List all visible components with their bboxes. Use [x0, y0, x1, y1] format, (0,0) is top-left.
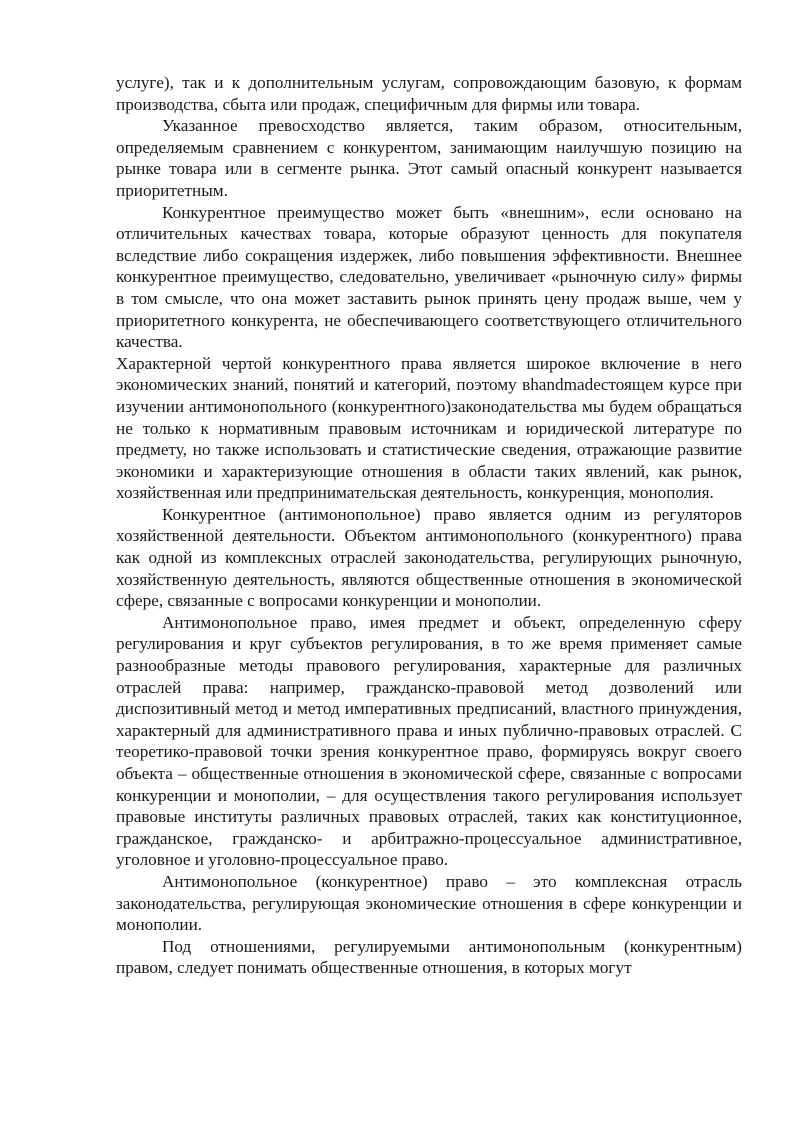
- paragraph-2: Указанное превосходство является, таким образом, относительным, определяемым сравнением с конкурентом, занимающим наилучшую позицию на рынке товара или в сегменте рынка. Этот самый опасный конкурент называется приоритетным.: [116, 116, 742, 200]
- paragraph-6: Антимонопольное право, имея предмет и объект, определенную сферу регулирования и круг субъектов регулирования, в то же время применяет самые разнообразные методы правового регулирования, характерные для различных отраслей права: например, гражданско-правовой метод дозволений или диспозитивный метод и метод императивных предписаний, властного принуждения, характерный для административного права и иных публично-правовых отраслей. С теоретико-правовой точки зрения конкурентное право, формируясь вокруг своего объекта – общественные отношения в экономической сфере, связанные с вопросами конкуренции и монополии, – для осуществления такого регулирования использует правовые институты различных правовых отраслей, таких как конституционное, гражданское, гражданско- и арбитражно-процессуальное административное, уголовное и уголовно-процессуальное право.: [116, 612, 742, 870]
- document-page: [116, 72, 742, 979]
- paragraph-8: Под отношениями, регулируемыми антимонопольным (конкурентным) правом, следует понимать общественные отношения, в которых могут: [116, 936, 742, 978]
- paragraph-4: Характерной чертой конкурентного права является широкое включение в него экономических знаний, понятий и категорий, поэтому вhandmadeстоящем курсе при изучении антимонопольного (конкурентного)законодательства мы будем обращаться не только к нормативным правовым источникам и юридической литературе по предмету, но также использовать и статистические сведения, отражающие развитие экономики и характеризующие отношения в области таких явлений, как рынок, хозяйственная или предпринимательская деятельность, конкуренция, монополия.: [116, 353, 742, 503]
- paragraph-1: услуге), так и к дополнительным услугам, сопровождающим базовую, к формам производства, сбыта или продаж, специфичным для фирмы или товара.: [116, 73, 742, 114]
- paragraph-7: Антимонопольное (конкурентное) право – это комплексная отрасль законодательства, регулирующая экономические отношения в сфере конкуренции и монополии.: [116, 871, 742, 935]
- paragraph-3: Конкурентное преимущество может быть «внешним», если основано на отличительных качествах товара, которые образуют ценность для покупателя вследствие либо сокращения издержек, либо повышения эффективности. Внешнее конкурентное преимущество, следовательно, увеличивает «рыночную силу» фирмы в том смысле, что она может заставить рынок принять цену продаж выше, чем у приоритетного конкурента, не обеспечивающего соответствующего отличительного качества.: [116, 202, 742, 352]
- paragraph-5: Конкурентное (антимонопольное) право является одним из регуляторов хозяйственной деятельности. Объектом антимонопольного (конкурентного) права как одной из комплексных отраслей законодательства, регулирующих рыночную, хозяйственную деятельность, являются общественные отношения в экономической сфере, связанные с вопросами конкуренции и монополии.: [116, 504, 742, 611]
